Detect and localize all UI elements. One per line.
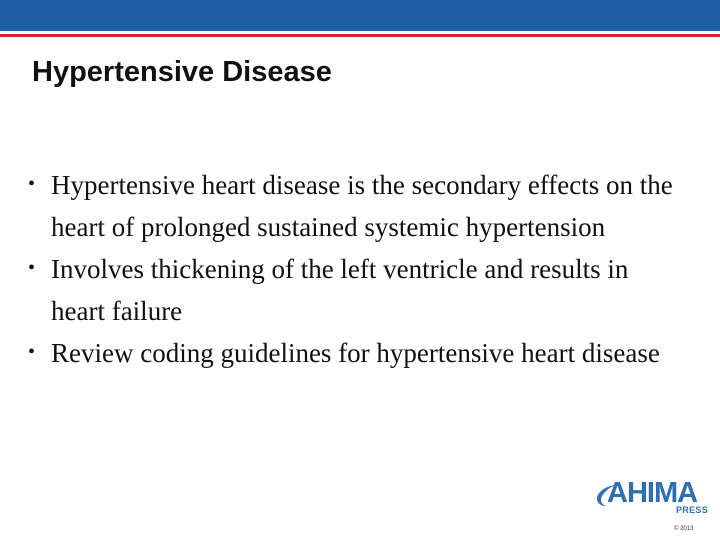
bullet-item — [28, 332, 688, 374]
bullet-item — [28, 164, 688, 248]
logo-press-label: PRESS — [676, 505, 709, 515]
bullet-text: Involves thickening of the left ventricle and results in heart failure — [51, 254, 629, 326]
header-rule-red — [0, 34, 720, 37]
copyright-notice: © 2013 — [674, 526, 694, 532]
logo-wordmark: AHIMA — [607, 477, 698, 509]
bullet-dot-icon: • — [28, 341, 36, 363]
bullet-text: Hypertensive heart disease is the secondary effects on the heart of prolonged sustained systemic hypertension — [51, 170, 673, 242]
bullet-dot-icon: • — [28, 173, 36, 195]
bullet-text: Review coding guidelines for hypertensive heart disease — [51, 338, 660, 368]
slide-title: Hypertensive Disease — [32, 56, 332, 88]
bullet-item — [28, 248, 688, 332]
bullet-list — [28, 164, 688, 374]
bullet-dot-icon: • — [28, 257, 36, 279]
ahima-press-logo — [594, 476, 709, 526]
header-band — [0, 0, 720, 31]
